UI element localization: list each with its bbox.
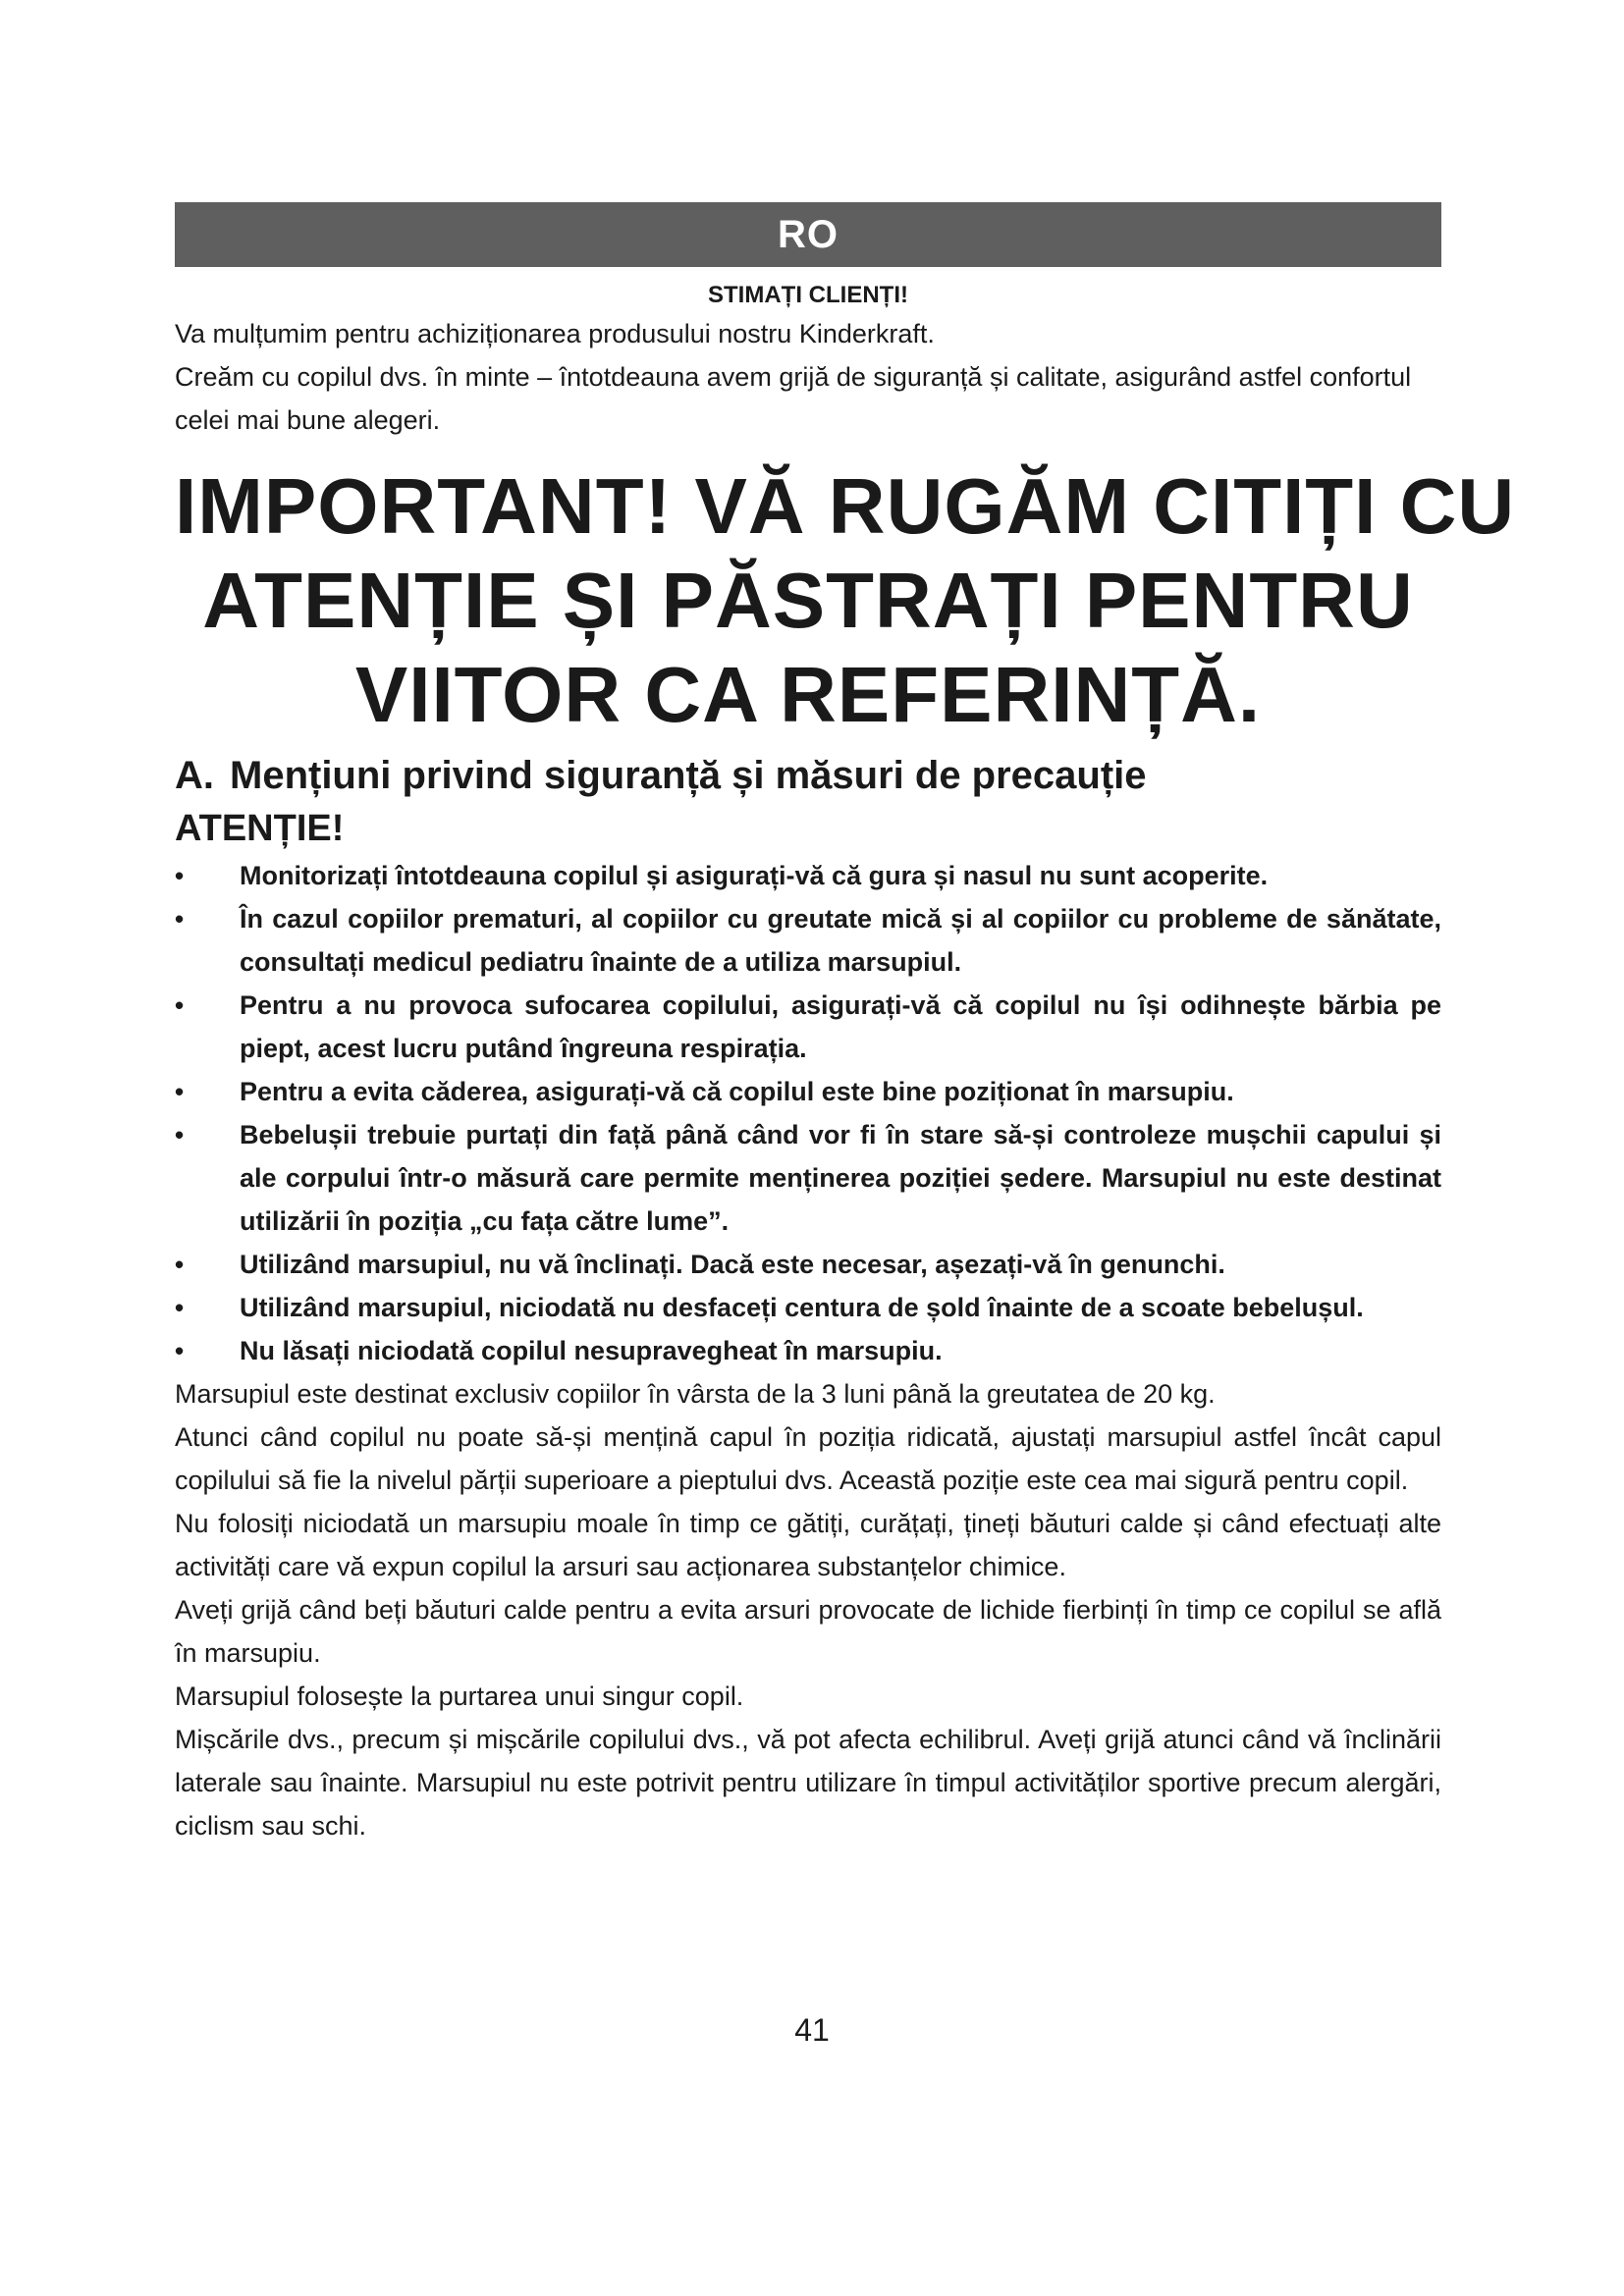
warning-item [175,1286,1441,1329]
body-paragraph: Marsupiul folosește la purtarea unui singur copil. [175,1682,744,1711]
bullet-icon: • [175,1077,185,1106]
bullet-icon: • [175,1120,185,1149]
body-paragraph: Aveți grijă când beți băuturi calde pentru a evita arsuri provocate de lichide fierbinți în timp ce copilul se află în marsupiu. [175,1595,1441,1668]
warning-item [175,1070,1441,1113]
body-paragraph: Atunci când copilul nu poate să-și mențină capul în poziția ridicată, ajustați marsupiul astfel încât capul copilului să fie la nivelul părții superioare a pieptului dvs. Această poziție este cea mai sigură pentru copil. [175,1422,1441,1495]
warning-text: Utilizând marsupiul, nu vă înclinați. Dacă este necesar, așezați-vă în genunchi. [240,1250,1225,1279]
warning-item [175,897,1441,984]
intro-paragraph: Creăm cu copilul dvs. în minte – întotdeauna avem grijă de siguranță și calitate, asigurând astfel confortul celei mai bune alegeri. [175,362,1412,435]
bullet-icon: • [175,1336,185,1365]
section-letter: A. [175,754,214,797]
greeting-heading: STIMAȚI CLIENȚI! [708,282,908,308]
intro-text [175,312,1441,442]
warning-item [175,854,1441,897]
section-title [175,748,1441,803]
bullet-icon: • [175,904,185,934]
warning-text: În cazul copiilor prematuri, al copiilor cu greutate mică și al copiilor cu probleme de sănătate, consultați medicul pediatru înainte de a utiliza marsupiul. [240,904,1441,977]
warning-title: ATENȚIE! [175,808,345,849]
bullet-icon: • [175,1250,185,1279]
language-banner [175,202,1441,267]
warning-item [175,1113,1441,1243]
bullet-icon: • [175,1293,185,1322]
important-line: ATENȚIE ȘI PĂSTRAȚI PENTRU [202,557,1414,644]
page-number: 41 [794,2012,830,2048]
document-page [175,202,1516,1847]
warning-text: Bebelușii trebuie purtați din față până când vor fi în stare să-și controleze mușchii capului și ale corpului într-o măsură care permite menținerea poziției ședere. Marsupiul nu este destinat utilizării în poziția „cu fața către lume”. [240,1120,1441,1236]
bullet-icon: • [175,990,185,1020]
important-line: VIITOR CA REFERINȚĂ. [354,651,1262,738]
warning-item [175,984,1441,1070]
important-notice [175,459,1516,742]
warning-item [175,1243,1441,1286]
body-paragraph: Nu folosiți niciodată un marsupiu moale în timp ce gătiți, curățați, țineți băuturi calde și când efectuați alte activități care vă expun copilul la arsuri sau acționarea substanțelor chimice. [175,1509,1441,1581]
warnings-list [175,854,1441,1372]
warning-text: Pentru a evita căderea, asigurați-vă că copilul este bine poziționat în marsupiu. [240,1077,1234,1106]
warning-item [175,1329,1441,1372]
bullet-icon: • [175,861,185,890]
warning-text: Monitorizați întotdeauna copilul și asigurați-vă că gura și nasul nu sunt acoperite. [240,861,1269,890]
warning-text: Utilizând marsupiul, niciodată nu desfaceți centura de șold înainte de a scoate bebelușul. [240,1293,1364,1322]
body-text [175,1372,1441,1847]
body-paragraph: Marsupiul este destinat exclusiv copiilor în vârsta de la 3 luni până la greutatea de 20 kg. [175,1379,1216,1409]
important-line: IMPORTANT! VĂ RUGĂM CITIȚI CU [175,462,1516,550]
body-paragraph: Mișcările dvs., precum și mișcările copilului dvs., vă pot afecta echilibrul. Aveți grijă atunci când vă înclinării laterale sau înainte. Marsupiul nu este potrivit pentru utilizare în timpul activităților sportive precum alergări, ciclism sau schi. [175,1725,1441,1841]
warning-text: Nu lăsați niciodată copilul nesupravegheat în marsupiu. [240,1336,943,1365]
language-code: RO [778,212,839,256]
warning-text: Pentru a nu provoca sufocarea copilului, asigurați-vă că copilul nu își odihnește bărbia pe piept, acest lucru putând îngreuna respirația. [240,990,1441,1063]
section-title-text: Mențiuni privind siguranță și măsuri de precauție [230,754,1147,797]
intro-paragraph: Va mulțumim pentru achiziționarea produsului nostru Kinderkraft. [175,319,935,348]
